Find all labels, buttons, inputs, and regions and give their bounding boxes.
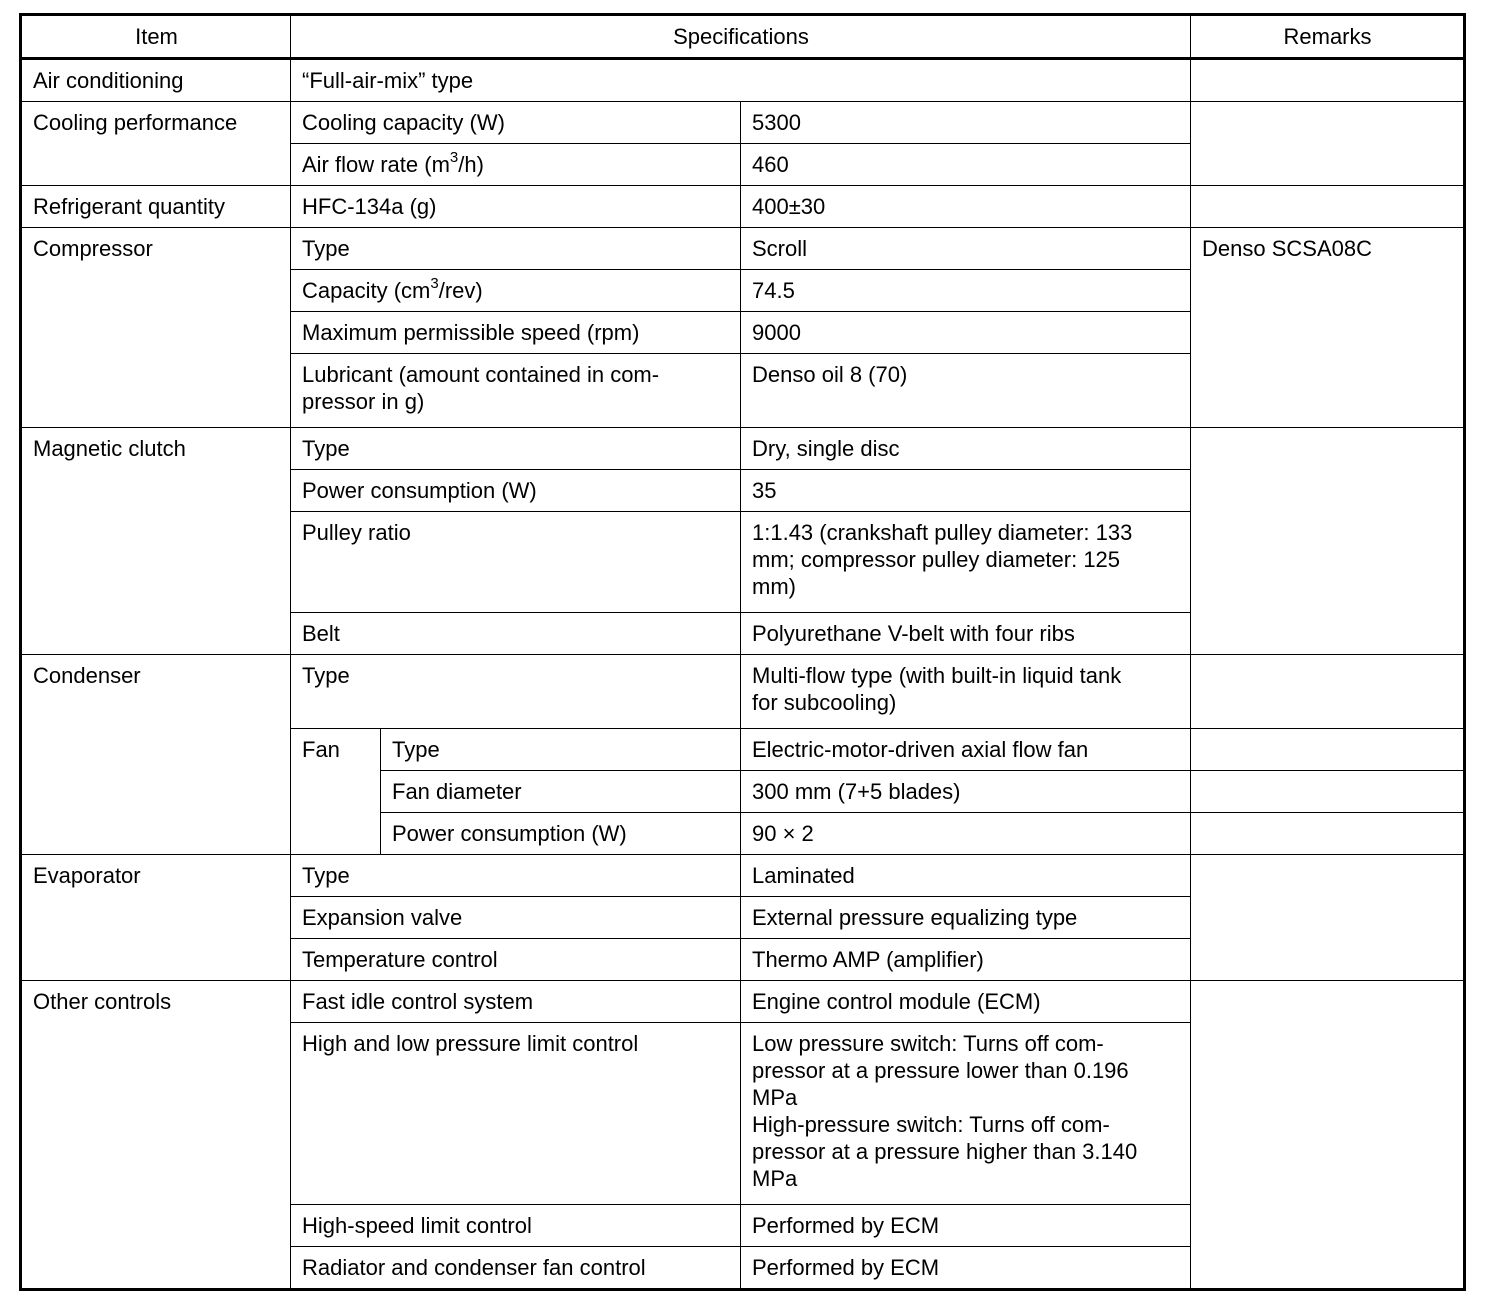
spec-value-cell: 35: [741, 470, 1191, 512]
specifications-table: [19, 13, 1466, 1291]
header-specifications: Specifications: [291, 15, 1191, 59]
spec-label-cell: Type: [381, 729, 741, 771]
spec-label-cell: High-speed limit control: [291, 1205, 741, 1247]
remarks-cell: [1191, 855, 1465, 981]
table-row: [21, 59, 1465, 102]
remarks-cell: [1191, 186, 1465, 228]
spec-label-cell: Type: [291, 428, 741, 470]
table-row: [21, 655, 1465, 729]
spec-value-cell: Multi-flow type (with built-in liquid tank for subcooling): [741, 655, 1191, 729]
remarks-cell: [1191, 981, 1465, 1290]
spec-label-cell: Type: [291, 855, 741, 897]
table-row: [21, 981, 1465, 1023]
remarks-cell: Denso SCSA08C: [1191, 228, 1465, 428]
item-cell: Cooling performance: [21, 102, 291, 186]
item-cell: Magnetic clutch: [21, 428, 291, 655]
spec-value-cell: 460: [741, 144, 1191, 186]
remarks-cell: [1191, 655, 1465, 729]
item-cell: Compressor: [21, 228, 291, 428]
item-cell: Condenser: [21, 655, 291, 855]
spec-value-cell: 400±30: [741, 186, 1191, 228]
spec-value-cell: Scroll: [741, 228, 1191, 270]
spec-value-cell: Denso oil 8 (70): [741, 354, 1191, 428]
spec-label-cell: Temperature control: [291, 939, 741, 981]
spec-label-cell: Capacity $(cm^3/rev)$: [291, 270, 741, 312]
spec-label-cell: Pulley ratio: [291, 512, 741, 613]
spec-value-cell: Polyurethane V-belt with four ribs: [741, 613, 1191, 655]
remarks-cell: [1191, 428, 1465, 655]
spec-cell: “Full-air-mix” type: [291, 59, 1191, 102]
header-remarks: Remarks: [1191, 15, 1465, 59]
table-row: [21, 186, 1465, 228]
spec-label-cell: Type: [291, 228, 741, 270]
spec-value-cell: Performed by ECM: [741, 1205, 1191, 1247]
spec-label-cell: Lubricant (amount contained in com- pressor in g): [291, 354, 741, 428]
spec-label-cell: High and low pressure limit control: [291, 1023, 741, 1205]
spec-value-cell: Dry, single disc: [741, 428, 1191, 470]
table-row: [21, 855, 1465, 897]
spec-label-cell: HFC-134a (g): [291, 186, 741, 228]
spec-value-cell: 300 mm (7+5 blades): [741, 771, 1191, 813]
spec-label-cell: Expansion valve: [291, 897, 741, 939]
spec-value-cell: Electric-motor-driven axial flow fan: [741, 729, 1191, 771]
spec-label-cell: Air flow rate $(m^3/h)$: [291, 144, 741, 186]
header-row: [21, 15, 1465, 59]
item-cell: Evaporator: [21, 855, 291, 981]
spec-value-cell: 90 × 2: [741, 813, 1191, 855]
remarks-cell: [1191, 771, 1465, 813]
fan-group-cell: Fan: [291, 729, 381, 855]
spec-value-cell: Low pressure switch: Turns off com- pressor at a pressure lower than 0.196 MPa High-pressure switch: Turns off com- pressor at a pressure higher than 3.140 MPa: [741, 1023, 1191, 1205]
table-row: [21, 428, 1465, 470]
spec-value-cell: Engine control module (ECM): [741, 981, 1191, 1023]
spec-label-cell: Power consumption (W): [381, 813, 741, 855]
spec-value-cell: 5300: [741, 102, 1191, 144]
spec-label-cell: Maximum permissible speed (rpm): [291, 312, 741, 354]
spec-value-cell: External pressure equalizing type: [741, 897, 1191, 939]
table-row: [21, 102, 1465, 144]
remarks-cell: [1191, 102, 1465, 186]
item-cell: Other controls: [21, 981, 291, 1290]
spec-label-cell: Belt: [291, 613, 741, 655]
item-cell: Air conditioning: [21, 59, 291, 102]
remarks-cell: [1191, 729, 1465, 771]
remarks-cell: [1191, 813, 1465, 855]
spec-value-cell: Laminated: [741, 855, 1191, 897]
spec-value-cell: 9000: [741, 312, 1191, 354]
remarks-cell: [1191, 59, 1465, 102]
spec-label-cell: Radiator and condenser fan control: [291, 1247, 741, 1290]
spec-value-cell: Performed by ECM: [741, 1247, 1191, 1290]
spec-value-cell: 1:1.43 (crankshaft pulley diameter: 133 mm; compressor pulley diameter: 125 mm): [741, 512, 1191, 613]
spec-label-cell: Fast idle control system: [291, 981, 741, 1023]
spec-value-cell: Thermo AMP (amplifier): [741, 939, 1191, 981]
spec-value-cell: 74.5: [741, 270, 1191, 312]
item-cell: Refrigerant quantity: [21, 186, 291, 228]
spec-label-cell: Type: [291, 655, 741, 729]
spec-label-cell: Power consumption (W): [291, 470, 741, 512]
spec-label-cell: Fan diameter: [381, 771, 741, 813]
header-item: Item: [21, 15, 291, 59]
table-row: [21, 228, 1465, 270]
spec-label-cell: Cooling capacity (W): [291, 102, 741, 144]
